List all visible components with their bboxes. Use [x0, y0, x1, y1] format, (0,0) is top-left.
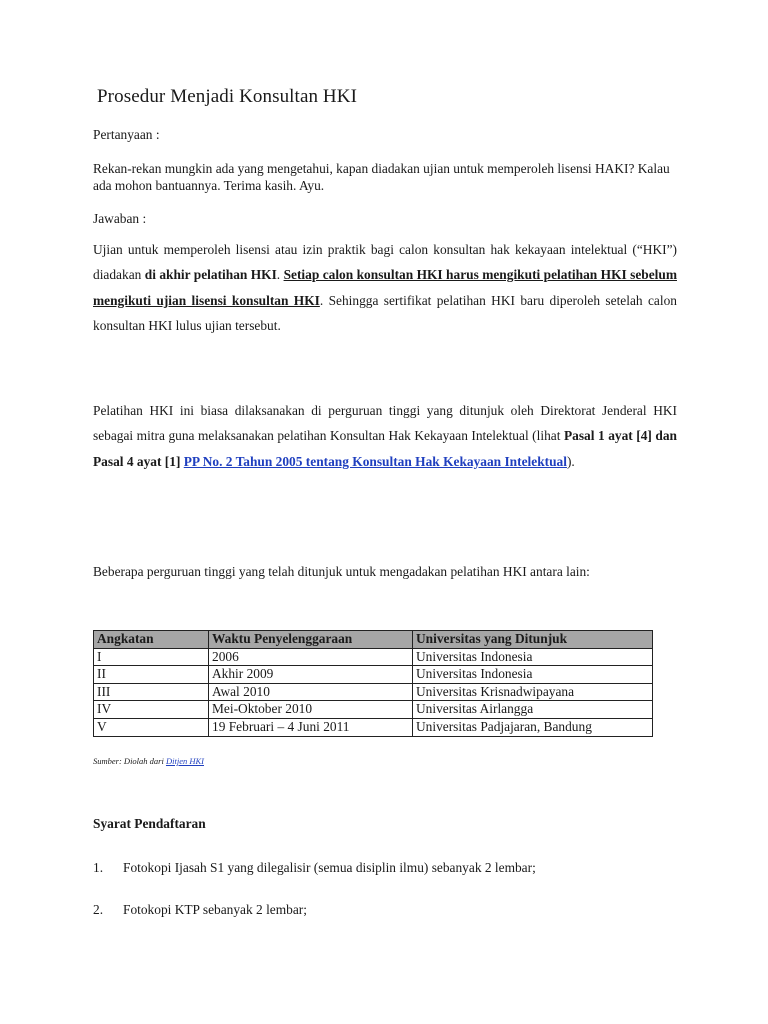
answer-p2-bold: Pasal 1 ayat [4] dan Pasal 4 ayat [1]	[93, 428, 677, 469]
answer-p1-bold-underline: Setiap calon konsultan HKI harus mengikuti pelatihan HKI sebelum mengikuti ujian lisensi konsultan HKI	[93, 267, 677, 308]
list-item-text: Fotokopi KTP sebanyak 2 lembar;	[123, 902, 307, 917]
table-cell-universitas: Universitas Padjajaran, Bandung	[413, 718, 653, 736]
table-row	[94, 701, 653, 719]
table-header-universitas: Universitas yang Ditunjuk	[413, 631, 653, 649]
ditjen-hki-link[interactable]: Ditjen HKI	[165, 756, 204, 766]
question-label: Pertanyaan :	[93, 127, 160, 142]
table-cell-waktu: Akhir 2009	[209, 666, 413, 684]
table-header-angkatan: Angkatan	[94, 631, 209, 649]
list-item-text: Fotokopi Ijasah S1 yang dilegalisir (semua disiplin ilmu) sebanyak 2 lembar;	[123, 860, 536, 875]
table-cell-waktu: Mei-Oktober 2010	[209, 701, 413, 719]
table-cell-angkatan: I	[94, 648, 209, 666]
answer-paragraph-1	[93, 237, 677, 338]
table-header-waktu: Waktu Penyelenggaraan	[209, 631, 413, 649]
answer-p2-text-1: Pelatihan HKI ini biasa dilaksanakan di perguruan tinggi yang ditunjuk oleh Direktorat Jenderal HKI sebagai mitra guna melaksanakan pelatihan Konsultan Hak Kekayaan Intelektual (lihat	[93, 403, 677, 444]
answer-p1-text-3: . Sehingga sertifikat pelatihan HKI baru diperoleh setelah calon konsultan HKI lulus ujian tersebut.	[93, 292, 677, 333]
table-row	[94, 718, 653, 736]
pp-regulation-link[interactable]: PP No. 2 Tahun 2005 tentang Konsultan Hak Kekayaan Intelektual	[183, 453, 567, 469]
answer-p2-text-2: ).	[566, 453, 575, 469]
university-table	[93, 630, 653, 737]
table-source-note	[93, 756, 204, 766]
question-text: Rekan-rekan mungkin ada yang mengetahui, kapan diadakan ujian untuk memperoleh lisensi HAKI? Kalau ada mohon bantuannya. Terima kasih. Ayu.	[93, 161, 670, 193]
table-cell-angkatan: II	[94, 666, 209, 684]
table-cell-waktu: 2006	[209, 648, 413, 666]
table-cell-waktu: Awal 2010	[209, 683, 413, 701]
table-cell-angkatan: III	[94, 683, 209, 701]
list-item-number: 1.	[93, 860, 104, 875]
table-cell-angkatan: V	[94, 718, 209, 736]
table-row	[94, 648, 653, 666]
list-item	[93, 860, 677, 876]
list-intro: Beberapa perguruan tinggi yang telah ditunjuk untuk mengadakan pelatihan HKI antara lain:	[93, 564, 590, 579]
answer-p1-text-1: Ujian untuk memperoleh lisensi atau izin praktik bagi calon konsultan hak kekayaan intelektual (“HKI”) diadakan	[93, 242, 677, 283]
list-item	[93, 902, 677, 918]
table-cell-angkatan: IV	[94, 701, 209, 719]
answer-p1-text-2: .	[276, 267, 284, 283]
table-cell-universitas: Universitas Indonesia	[413, 648, 653, 666]
table-cell-universitas: Universitas Airlangga	[413, 701, 653, 719]
answer-paragraph-2	[93, 398, 677, 474]
table-row	[94, 683, 653, 701]
answer-label: Jawaban :	[93, 211, 147, 226]
answer-p1-bold: di akhir pelatihan HKI	[144, 267, 277, 283]
source-text: Sumber: Diolah dari	[93, 756, 166, 766]
table-cell-waktu: 19 Februari – 4 Juni 2011	[209, 718, 413, 736]
list-item-number: 2.	[93, 902, 104, 917]
table-row	[94, 666, 653, 684]
requirements-heading: Syarat Pendaftaran	[93, 816, 206, 831]
page-title: Prosedur Menjadi Konsultan HKI	[97, 86, 357, 107]
table-cell-universitas: Universitas Indonesia	[413, 666, 653, 684]
table-header-row	[94, 631, 653, 649]
table-cell-universitas: Universitas Krisnadwipayana	[413, 683, 653, 701]
